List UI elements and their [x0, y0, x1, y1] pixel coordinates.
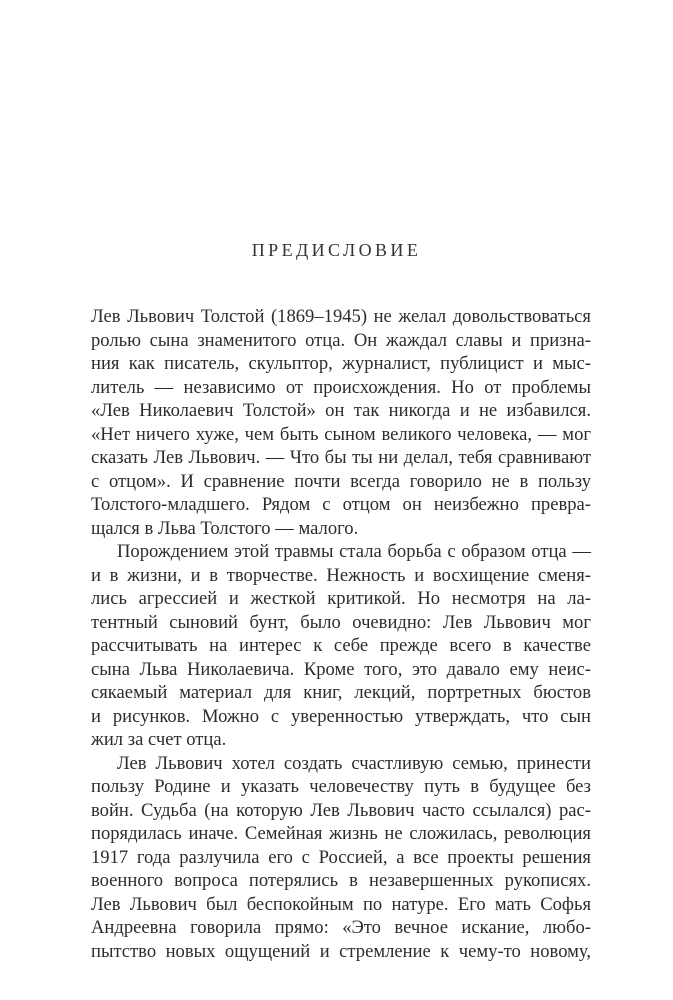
- text-line: «Нет ничего хуже, чем быть сыном великого человека, — мог: [91, 423, 591, 445]
- text-line: сына Льва Николаевича. Кроме того, это давало ему неис-: [91, 658, 591, 680]
- text-line: 1917 года разлучила его с Россией, а все проекты решения: [91, 846, 591, 868]
- text-line: лись агрессией и жесткой критикой. Но несмотря на ла-: [91, 588, 591, 609]
- text-line: Андреевна говорила прямо: «Это вечное искание, любо-: [91, 917, 591, 938]
- text-line: сказать Лев Львович. — Что бы ты ни делал, тебя сравнивают: [91, 447, 591, 468]
- chapter-heading: ПРЕДИСЛОВИЕ: [251, 240, 422, 260]
- text-line: жил за счет отца.: [91, 729, 227, 750]
- text-line: порядилась иначе. Семейная жизнь не сложилась, революция: [91, 823, 591, 844]
- text-line: и в жизни, и в творчестве. Нежность и восхищение сменя-: [91, 564, 591, 586]
- text-line: Толстого-младшего. Рядом с отцом он неизбежно превра-: [91, 494, 591, 515]
- paragraph: [91, 752, 591, 964]
- text-line: Лев Львович Толстой (1869–1945) не желал довольствоваться: [91, 306, 591, 327]
- text-line: Лев Львович хотел создать счастливую семью, принести: [117, 752, 591, 774]
- text-line: рассчитывать на интерес к себе прежде всего в качестве: [91, 635, 591, 656]
- text-line: пытство новых ощущений и стремление к чему-то новому,: [91, 940, 591, 962]
- body-text: [91, 305, 591, 963]
- text-line: щался в Льва Толстого — малого.: [91, 517, 359, 539]
- text-line: Лев Львович был беспокойным по натуре. Его мать Софья: [91, 893, 591, 915]
- text-line: тентный сыновий бунт, было очевидно: Лев Львович мог: [91, 611, 591, 633]
- text-line: Порождением этой травмы стала борьба с образом отца —: [117, 541, 591, 562]
- paragraph: [91, 305, 591, 540]
- text-line: пользу Родине и указать человечеству путь в будущее без: [91, 776, 591, 797]
- text-line: сякаемый материал для книг, лекций, портретных бюстов: [91, 682, 591, 703]
- text-line: ния как писатель, скульптор, журналист, публицист и мыс-: [91, 353, 591, 374]
- text-line: войн. Судьба (на которую Лев Львович часто ссылался) рас-: [91, 799, 591, 821]
- text-line: с отцом». И сравнение почти всегда говорило не в пользу: [91, 470, 591, 492]
- text-line: и рисунков. Можно с уверенностью утверждать, что сын: [91, 705, 591, 727]
- text-line: литель — независимо от происхождения. Но от проблемы: [91, 376, 591, 398]
- text-line: «Лев Николаевич Толстой» он так никогда и не избавился.: [91, 400, 591, 421]
- paragraph: [91, 540, 591, 752]
- text-line: ролью сына знаменитого отца. Он жаждал славы и призна-: [91, 329, 591, 351]
- text-line: военного вопроса потерялись в незавершенных рукописях.: [91, 870, 591, 891]
